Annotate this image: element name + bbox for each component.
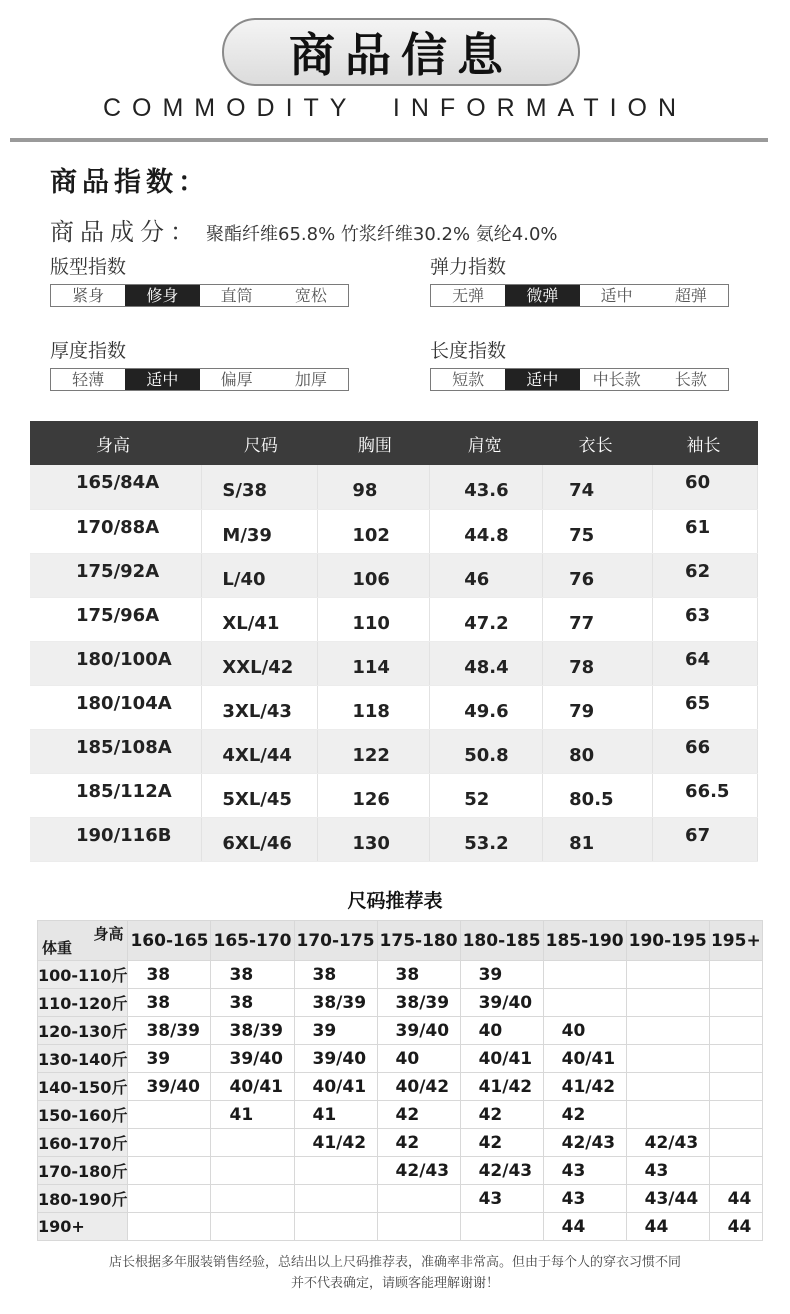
table-cell: 77 [543, 597, 653, 641]
corner-height-label: 身高 [93, 925, 124, 943]
table-cell: 185/108A [30, 730, 202, 774]
scale-option: 超弹 [674, 286, 707, 305]
scale-option: 中长款 [592, 370, 641, 389]
table-cell: 66.5 [653, 774, 758, 818]
table-cell: 81 [543, 818, 653, 862]
recommended-size-cell [543, 961, 626, 989]
footnote [0, 1252, 790, 1294]
column-header: 肩宽 [430, 421, 543, 465]
elasticity-index-label: 弹力指数 [430, 256, 507, 278]
recommendation-header-row [38, 921, 763, 961]
table-cell: 102 [318, 509, 430, 553]
index-heading: 商品指数： [50, 167, 210, 198]
height-range-header: 175-180 [377, 921, 460, 961]
recommended-size-cell: 42/43 [460, 1157, 543, 1185]
table-cell: 44.8 [430, 509, 543, 553]
height-range-header: 185-190 [543, 921, 626, 961]
table-cell: 49.6 [430, 685, 543, 729]
recommended-size-cell [709, 1017, 762, 1045]
recommended-size-cell: 39 [294, 1017, 377, 1045]
recommended-size-cell: 44 [543, 1213, 626, 1241]
table-cell: 165/84A [30, 465, 202, 509]
table-cell: 52 [430, 774, 543, 818]
table-row [38, 1073, 763, 1101]
recommended-size-cell [709, 989, 762, 1017]
recommended-size-cell: 43 [626, 1157, 709, 1185]
scale-option: 长款 [674, 370, 707, 389]
recommended-size-cell: 43 [460, 1185, 543, 1213]
table-cell: 185/112A [30, 774, 202, 818]
recommended-size-cell: 40/41 [294, 1073, 377, 1101]
table-cell: 53.2 [430, 818, 543, 862]
scale-option: 加厚 [294, 370, 327, 389]
recommended-size-cell: 38 [128, 961, 211, 989]
fit-index-label: 版型指数 [50, 256, 127, 278]
recommended-size-cell: 40 [460, 1017, 543, 1045]
recommended-size-cell [626, 1045, 709, 1073]
scale-option: 微弹 [505, 285, 579, 306]
recommended-size-cell [128, 1101, 211, 1129]
table-cell: 180/104A [30, 685, 202, 729]
recommended-size-cell [626, 989, 709, 1017]
recommended-size-cell: 44 [626, 1213, 709, 1241]
recommended-size-cell [709, 961, 762, 989]
recommended-size-cell: 42 [377, 1129, 460, 1157]
recommended-size-cell: 42/43 [543, 1129, 626, 1157]
size-chart-header-row [30, 421, 758, 465]
table-row [38, 1185, 763, 1213]
header-divider [10, 138, 768, 142]
recommended-size-cell [709, 1045, 762, 1073]
weight-range-label: 180-190斤 [38, 1185, 128, 1213]
table-cell: 180/100A [30, 641, 202, 685]
recommended-size-cell [709, 1129, 762, 1157]
weight-range-label: 150-160斤 [38, 1101, 128, 1129]
table-row [38, 1129, 763, 1157]
scale-option: 适中 [505, 369, 579, 390]
recommended-size-cell: 43 [543, 1157, 626, 1185]
table-row [30, 553, 758, 597]
corner-weight-label: 体重 [42, 939, 73, 957]
recommended-size-cell [626, 961, 709, 989]
table-cell: 6XL/46 [202, 818, 318, 862]
column-header: 尺码 [202, 421, 318, 465]
scale-option: 适中 [125, 369, 199, 390]
table-cell: 61 [653, 509, 758, 553]
table-cell: 76 [543, 553, 653, 597]
table-cell: 114 [318, 641, 430, 685]
table-cell: 79 [543, 685, 653, 729]
table-row [38, 1213, 763, 1241]
recommended-size-cell: 41/42 [460, 1073, 543, 1101]
recommended-size-cell: 39/40 [294, 1045, 377, 1073]
scale-option: 适中 [600, 286, 633, 305]
recommended-size-cell: 41 [294, 1101, 377, 1129]
composition-value: 聚酯纤维65.8% 竹浆纤维30.2% 氨纶4.0% [206, 224, 558, 245]
weight-range-label: 100-110斤 [38, 961, 128, 989]
table-cell: 190/116B [30, 818, 202, 862]
recommended-size-cell [294, 1157, 377, 1185]
table-cell: 63 [653, 597, 758, 641]
recommended-size-cell: 38 [211, 989, 294, 1017]
recommended-size-cell [543, 989, 626, 1017]
table-cell: 64 [653, 641, 758, 685]
table-cell: 175/92A [30, 553, 202, 597]
recommended-size-cell: 39 [128, 1045, 211, 1073]
height-range-header: 170-175 [294, 921, 377, 961]
weight-range-label: 120-130斤 [38, 1017, 128, 1045]
height-range-header: 160-165 [128, 921, 211, 961]
table-cell: 47.2 [430, 597, 543, 641]
recommended-size-cell: 38 [294, 961, 377, 989]
length-index-scale [430, 368, 729, 391]
column-header: 袖长 [653, 421, 758, 465]
recommended-size-cell: 38/39 [294, 989, 377, 1017]
table-row [30, 465, 758, 509]
weight-range-label: 190+ [38, 1213, 128, 1241]
table-cell: 48.4 [430, 641, 543, 685]
table-cell: 122 [318, 730, 430, 774]
recommended-size-cell [128, 1157, 211, 1185]
recommended-size-cell: 41/42 [543, 1073, 626, 1101]
column-header: 胸围 [318, 421, 430, 465]
table-cell: 110 [318, 597, 430, 641]
table-row [30, 685, 758, 729]
table-row [30, 730, 758, 774]
table-cell: 43.6 [430, 465, 543, 509]
recommended-size-cell: 43 [543, 1185, 626, 1213]
table-cell: 62 [653, 553, 758, 597]
recommended-size-cell: 38 [377, 961, 460, 989]
recommended-size-cell: 42 [460, 1101, 543, 1129]
recommended-size-cell: 39/40 [460, 989, 543, 1017]
table-cell: 80 [543, 730, 653, 774]
table-cell: 80.5 [543, 774, 653, 818]
recommended-size-cell [377, 1185, 460, 1213]
column-header: 衣长 [543, 421, 653, 465]
recommended-size-cell: 39/40 [211, 1045, 294, 1073]
size-recommendation-table [37, 920, 763, 1241]
recommended-size-cell: 42/43 [626, 1129, 709, 1157]
table-cell: 3XL/43 [202, 685, 318, 729]
table-cell: 60 [653, 465, 758, 509]
height-range-header: 165-170 [211, 921, 294, 961]
table-row [38, 1045, 763, 1073]
footnote-line: 店长根据多年服装销售经验，总结出以上尺码推荐表，准确率非常高。但由于每个人的穿衣习惯不同 [108, 1255, 681, 1270]
length-index-label: 长度指数 [430, 340, 507, 362]
page-title: 商品信息 [222, 18, 580, 86]
recommended-size-cell: 42/43 [377, 1157, 460, 1185]
recommended-size-cell [294, 1213, 377, 1241]
recommended-size-cell [709, 1101, 762, 1129]
recommended-size-cell [709, 1157, 762, 1185]
recommended-size-cell: 41 [211, 1101, 294, 1129]
table-cell: 98 [318, 465, 430, 509]
recommended-size-cell: 43/44 [626, 1185, 709, 1213]
table-cell: S/38 [202, 465, 318, 509]
table-cell: 50.8 [430, 730, 543, 774]
recommended-size-cell: 38/39 [211, 1017, 294, 1045]
table-cell: 130 [318, 818, 430, 862]
table-corner-cell [38, 921, 128, 961]
scale-option: 偏厚 [220, 370, 253, 389]
scale-option: 宽松 [294, 286, 327, 305]
recommended-size-cell: 40/42 [377, 1073, 460, 1101]
recommended-size-cell [128, 1213, 211, 1241]
scale-option: 紧身 [72, 286, 105, 305]
recommended-size-cell: 39/40 [128, 1073, 211, 1101]
recommendation-title: 尺码推荐表 [347, 890, 443, 912]
elasticity-index-scale [430, 284, 729, 307]
recommended-size-cell: 38/39 [128, 1017, 211, 1045]
table-row [30, 597, 758, 641]
table-row [38, 1157, 763, 1185]
table-cell: M/39 [202, 509, 318, 553]
table-row [30, 509, 758, 553]
recommended-size-cell: 39 [460, 961, 543, 989]
weight-range-label: 130-140斤 [38, 1045, 128, 1073]
recommended-size-cell [460, 1213, 543, 1241]
recommended-size-cell: 40 [377, 1045, 460, 1073]
scale-option: 短款 [452, 370, 485, 389]
weight-range-label: 110-120斤 [38, 989, 128, 1017]
column-header: 身高 [30, 421, 202, 465]
recommended-size-cell: 40/41 [211, 1073, 294, 1101]
weight-range-label: 140-150斤 [38, 1073, 128, 1101]
table-cell: 65 [653, 685, 758, 729]
fit-index-scale [50, 284, 349, 307]
recommended-size-cell [377, 1213, 460, 1241]
composition [50, 212, 558, 247]
table-row [30, 641, 758, 685]
recommended-size-cell: 42 [543, 1101, 626, 1129]
recommended-size-cell: 40/41 [460, 1045, 543, 1073]
table-cell: 5XL/45 [202, 774, 318, 818]
recommended-size-cell [211, 1213, 294, 1241]
table-cell: 78 [543, 641, 653, 685]
recommended-size-cell [128, 1185, 211, 1213]
height-range-header: 195+ [709, 921, 762, 961]
scale-option: 直筒 [220, 286, 253, 305]
weight-range-label: 170-180斤 [38, 1157, 128, 1185]
recommended-size-cell [626, 1017, 709, 1045]
recommended-size-cell: 41/42 [294, 1129, 377, 1157]
recommended-size-cell [294, 1185, 377, 1213]
table-row [38, 989, 763, 1017]
table-cell: 118 [318, 685, 430, 729]
recommended-size-cell [211, 1129, 294, 1157]
size-chart-table [30, 421, 758, 862]
recommended-size-cell [709, 1073, 762, 1101]
table-cell: L/40 [202, 553, 318, 597]
recommended-size-cell: 44 [709, 1213, 762, 1241]
scale-option: 修身 [125, 285, 199, 306]
table-row [30, 774, 758, 818]
recommended-size-cell [626, 1101, 709, 1129]
recommended-size-cell: 40/41 [543, 1045, 626, 1073]
recommended-size-cell: 42 [377, 1101, 460, 1129]
recommended-size-cell: 40 [543, 1017, 626, 1045]
recommended-size-cell: 38 [128, 989, 211, 1017]
footnote-line: 并不代表确定，请顾客能理解谢谢！ [290, 1276, 499, 1291]
recommended-size-cell: 38/39 [377, 989, 460, 1017]
table-cell: 4XL/44 [202, 730, 318, 774]
table-cell: 106 [318, 553, 430, 597]
recommended-size-cell [128, 1129, 211, 1157]
recommended-size-cell [211, 1185, 294, 1213]
table-cell: 75 [543, 509, 653, 553]
recommended-size-cell [211, 1157, 294, 1185]
table-row [30, 818, 758, 862]
table-cell: 74 [543, 465, 653, 509]
page-subtitle: COMMODITY INFORMATION [102, 94, 688, 122]
weight-range-label: 160-170斤 [38, 1129, 128, 1157]
recommended-size-cell: 38 [211, 961, 294, 989]
recommended-size-cell [626, 1073, 709, 1101]
scale-option: 轻薄 [72, 370, 105, 389]
thickness-index-scale [50, 368, 349, 391]
table-row [38, 1101, 763, 1129]
scale-option: 无弹 [452, 286, 485, 305]
table-cell: XL/41 [202, 597, 318, 641]
table-cell: 46 [430, 553, 543, 597]
composition-label: 商品成分： [50, 218, 200, 246]
table-cell: 67 [653, 818, 758, 862]
table-row [38, 961, 763, 989]
height-range-header: 180-185 [460, 921, 543, 961]
table-cell: 170/88A [30, 509, 202, 553]
thickness-index-label: 厚度指数 [50, 340, 127, 362]
height-range-header: 190-195 [626, 921, 709, 961]
recommended-size-cell: 44 [709, 1185, 762, 1213]
recommended-size-cell: 39/40 [377, 1017, 460, 1045]
table-cell: XXL/42 [202, 641, 318, 685]
recommended-size-cell: 42 [460, 1129, 543, 1157]
table-row [38, 1017, 763, 1045]
table-cell: 126 [318, 774, 430, 818]
table-cell: 66 [653, 730, 758, 774]
table-cell: 175/96A [30, 597, 202, 641]
